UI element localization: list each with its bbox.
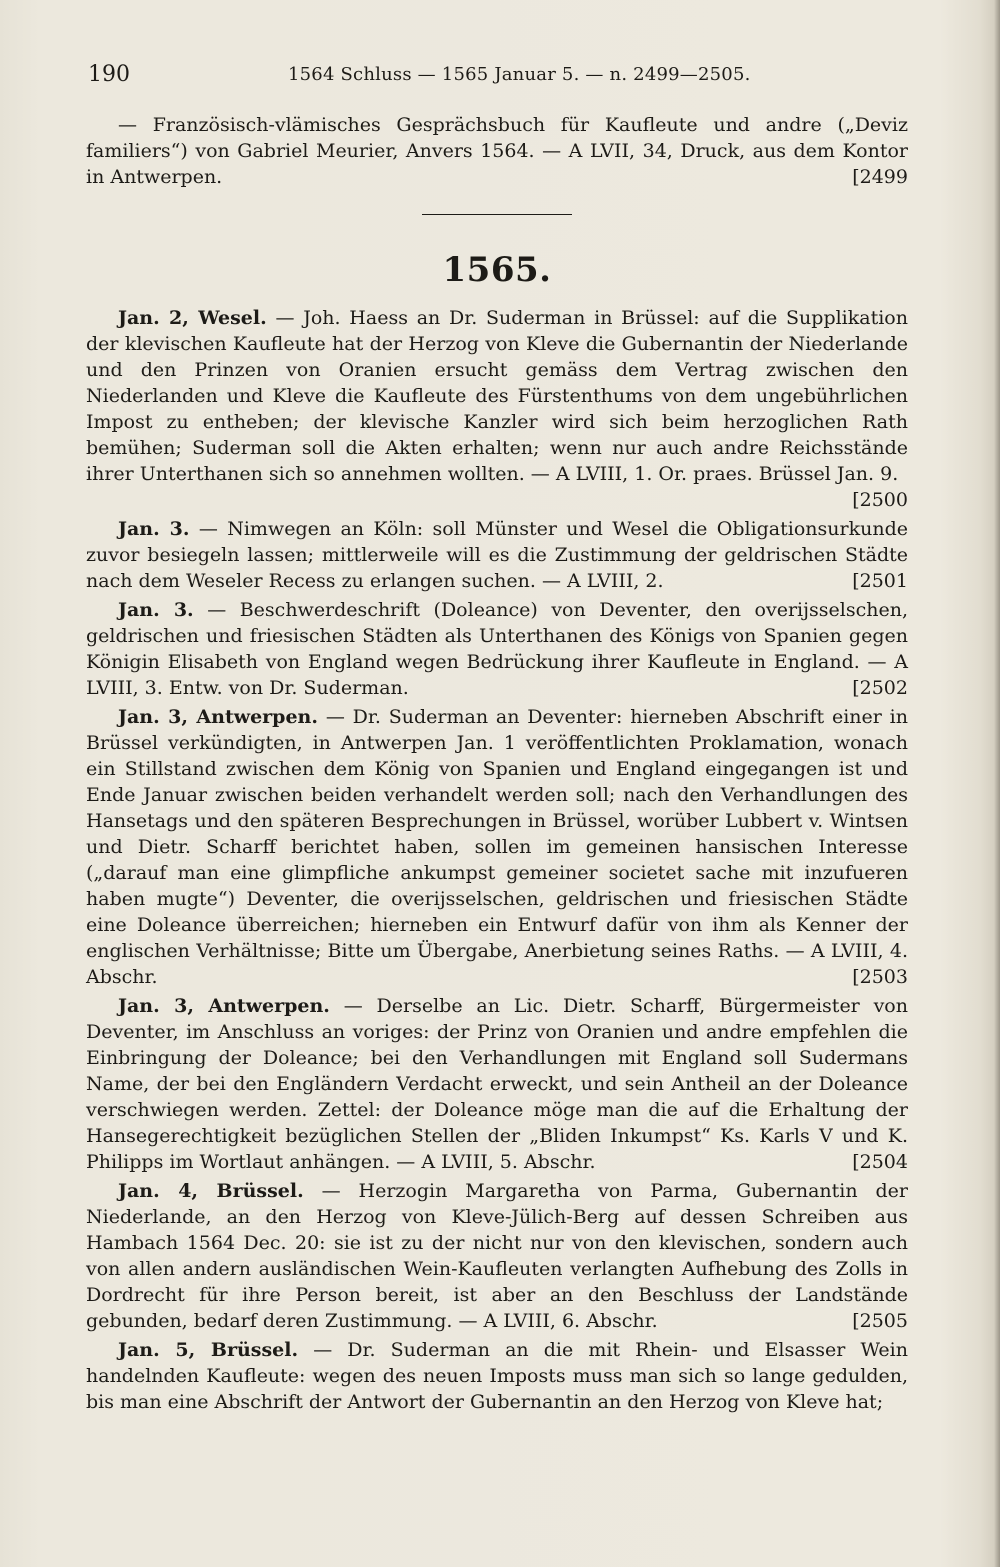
entry-text: — Dr. Suderman an die mit Rhein- und Elsasser Wein handelnden Kaufleute: wegen des neuen Imposts muss man sich so lange gedulden, bis man eine Abschrift der Antwort der Gubernantin an den Herzog von Kleve hat;	[86, 1339, 908, 1413]
page-edge-shadow	[994, 0, 1000, 1567]
entry-2505	[86, 1178, 908, 1334]
entry-text: — Herzogin Margaretha von Parma, Gubernantin der Niederlande, an den Herzog von Kleve-Jülich-Berg auf dessen Schreiben aus Hambach 1564 Dec. 20: sie ist zu der nicht nur von den klevischen, sondern auch von allen andern ausländischen Wein-Kaufleuten verlangten Aufhebung des Zolls in Dordrecht für ihre Person bereit, ist aber an den Beschluss der Landstände gebunden, bedarf deren Zustimmung. — A LVIII, 6. Abschr.	[86, 1180, 908, 1332]
entry-date: Jan. 2, Wesel.	[118, 307, 267, 329]
entry-2502	[86, 597, 908, 701]
page-body	[86, 112, 908, 1418]
section-divider	[422, 214, 572, 215]
entry-text: — Dr. Suderman an Deventer: hierneben Abschrift einer in Brüssel verkündigten, in Antwerpen Jan. 1 veröffentlichten Proklamation, wonach ein Stillstand zwischen dem König von Spanien und England eingegangen ist und Ende Januar zwischen beiden verhandelt werden soll; nach den Verhandlungen des Hansetags und den späteren Besprechungen in Brüssel, worüber Lubbert v. Wintsen und Dietr. Scharff berichtet haben, sollen im gemeinen hansischen Interesse („darauf man eine glimpfliche ankumpst gemeiner societet sache mit inzufueren haben mugte“) Deventer, die overijsselschen, geldrischen und friesischen Städte eine Doleance überreichen; hierneben ein Entwurf dafür von ihm als Kenner der englischen Verhältnisse; Bitte um Übergabe, Anerbietung seines Raths. — A LVIII, 4. Abschr.	[86, 706, 908, 988]
entry-date: Jan. 4, Brüssel.	[118, 1180, 304, 1202]
entry-date: Jan. 5, Brüssel.	[118, 1339, 299, 1361]
entry-number: [2505	[852, 1310, 908, 1332]
running-head: 1564 Schluss — 1565 Januar 5. — n. 2499—2505.	[288, 64, 751, 85]
entry-text: — Nimwegen an Köln: soll Münster und Wesel die Obligationsurkunde zuvor besiegeln lassen; mittlerweile will es die Zustimmung der geldrischen Städte nach dem Weseler Recess zu erlangen suchen. — A LVIII, 2.	[86, 518, 908, 592]
entry-date: Jan. 3.	[118, 599, 194, 621]
entry-2506-partial	[86, 1337, 908, 1415]
entry-2499	[86, 112, 908, 190]
entry-2504	[86, 993, 908, 1175]
entry-number: [2500	[852, 489, 908, 511]
entry-number: [2504	[852, 1151, 908, 1173]
entry-text: — Derselbe an Lic. Dietr. Scharff, Bürgermeister von Deventer, im Anschluss an voriges: der Prinz von Oranien und andre empfehlen die Einbringung der Doleance; bei den Verhandlungen mit England soll Sudermans Name, der bei den Engländern Verdacht erweckt, und sein Antheil an der Doleance verschwiegen werden. Zettel: der Doleance möge man die auf die Erhaltung der Hansegerechtigkeit bezüglichen Stellen der „Bliden Inkumpst“ Ks. Karls V und K. Philipps im Wortlaut anhängen. — A LVIII, 5. Abschr.	[86, 995, 908, 1173]
entry-2501	[86, 516, 908, 594]
entry-text: — Joh. Haess an Dr. Suderman in Brüssel: auf die Supplikation der klevischen Kaufleute hat der Herzog von Kleve die Gubernantin der Niederlande und den Prinzen von Oranien ersucht gemäss dem Vertrag zwischen den Niederlanden und Kleve die Kaufleute des Fürstenthums von dem ungebührlichen Impost zu entheben; der klevische Kanzler wird sich beim herzoglichen Rath bemühen; Suderman soll die Akten erhalten; wenn nur auch andre Reichsstände ihrer Unterthanen sich so annehmen wollten. — A LVIII, 1. Or. praes. Brüssel Jan. 9.	[86, 307, 908, 485]
entry-number: [2499	[852, 166, 908, 188]
entry-number: [2502	[852, 677, 908, 699]
entry-date: Jan. 3.	[118, 518, 190, 540]
entry-date: Jan. 3, Antwerpen.	[118, 706, 318, 728]
page-number: 190	[88, 62, 130, 87]
entry-2503	[86, 704, 908, 990]
entry-2500	[86, 305, 908, 513]
entry-text: — Französisch-vlämisches Gesprächsbuch für Kaufleute und andre („Deviz familiers“) von Gabriel Meurier, Anvers 1564. — A LVII, 34, Druck, aus dem Kontor in Antwerpen.	[86, 114, 908, 188]
entry-number: [2501	[852, 570, 908, 592]
entry-date: Jan. 3, Antwerpen.	[118, 995, 330, 1017]
year-heading: 1565.	[442, 250, 552, 290]
entry-number: [2503	[852, 966, 908, 988]
entry-text: — Beschwerdeschrift (Doleance) von Deventer, den overijsselschen, geldrischen und friesischen Städten als Unterthanen des Königs von Spanien gegen Königin Elisabeth von England wegen Bedrückung ihrer Kaufleute in England. — A LVIII, 3. Entw. von Dr. Suderman.	[86, 599, 908, 699]
page-header	[88, 62, 908, 96]
